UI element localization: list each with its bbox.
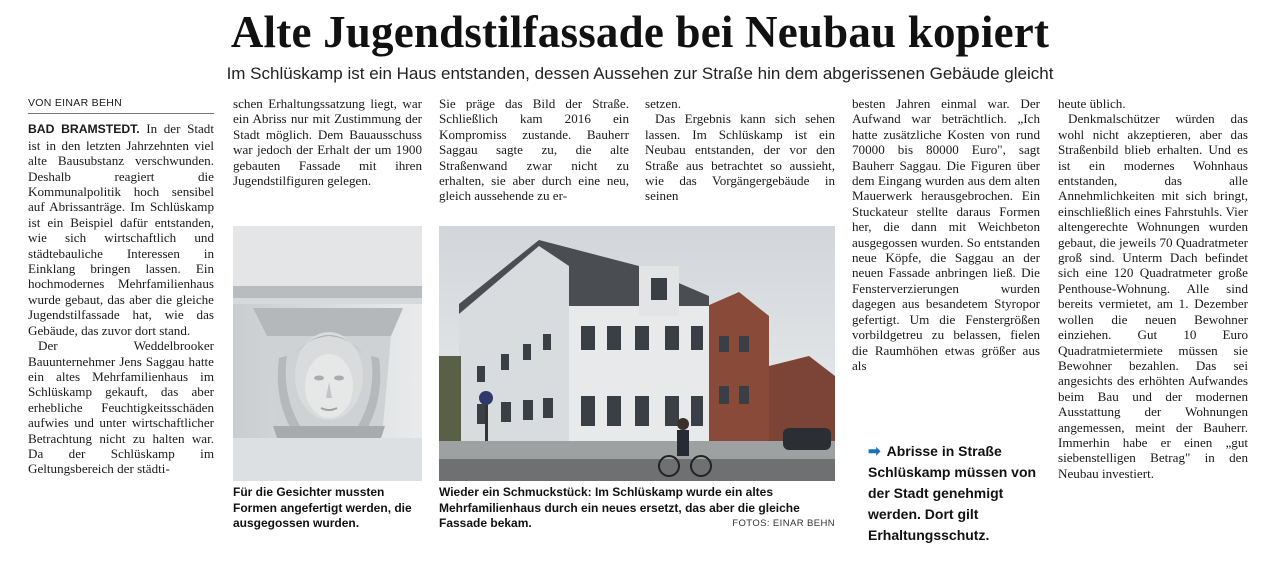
arrow-right-icon: ➡	[868, 443, 881, 460]
col3-paragraph: Sie präge das Bild der Straße. Schließlich kam 2016 ein Kompromiss zustande. Bauherr Saggau sagte zu, die alte Straßenwand zwar nicht zu erhalten, sie aber durch eine neu, gleich aussehende zu er-	[439, 96, 629, 204]
building-image	[439, 226, 835, 481]
column-6	[1058, 96, 1248, 481]
dateline: BAD BRAMSTEDT.	[28, 122, 140, 137]
col1-paragraph-1: In der Stadt ist in den letzten Jahrzehnten viel alte Bausubstanz verschwunden. Deshalb reagiert die Kommunalpolitik hoch sensibel auf Abrissanträge. Im Schlüskamp ist ein Beispiel dafür entstanden, wie sich wirtschaftlich und städtebauliche Interessen in Einklang bringen lassen. Ein hochmodernes Mehrfamilienhaus wurde gebaut, das aber die gleiche Jugendstilfassade hat, wie das Gebäude, das zuvor dort stand.	[28, 121, 214, 338]
infobox	[868, 441, 1048, 546]
col5-paragraph: besten Jahren einmal war. Der Aufwand war beträchtlich. „Ich hatte zusätzliche Kosten von rund 70000 bis 80000 Euro", sagt Bauherr Saggau. Die Figuren über dem Eingang wurden aus dem alten Mauerwerk herausgebrochen. Ein Stuckateur stellte daraus Formen her, die dann mit Weichbeton ausgegossen wurden. So entstanden neue Köpfe, die Saggau an der neuen Fassade anbringen ließ. Die Fensterverzierungen wurden dagegen aus besandetem Styropor gefertigt. Um die Fenstergrößen vorbildgetreu zu belassen, fielen die Raumhöhen etwas größer aus als	[852, 96, 1040, 373]
col6-paragraph-1: heute üblich.	[1058, 96, 1126, 111]
col1-paragraph-2: Der Weddelbrooker Bauunternehmer Jens Saggau hatte ein altes Mehrfamilienhaus im Schlüskamp gekauft, das aber erhebliche Feuchtigkeitsschäden aufwies und unter wirtschaftlicher Betrachtung nicht zu halten war. Da der Schlüskamp im Geltungsbereich der städti-	[28, 338, 214, 477]
column-5	[852, 96, 1040, 373]
col6-paragraph-2: Denkmalschützer würden das wohl nicht akzeptieren, aber das Straßenbild blieb erhalten. Und es ist ein modernes Wohnhaus entstanden, das alle Annehmlichkeiten mit sich bringt, einschließlich eines Fahrstuhls. Vier altengerechte Wohnungen wurden gebaut, die jeweils 70 Quadratmeter groß sind. Unterm Dach befindet sich eine 120 Quadratmeter große Penthouse-Wohnung. Alle sind bereits vermietet, am 1. Dezember wollen die neuen Bewohner einziehen. Gut 10 Euro Quadratmietermiete müssen sie Bewohner bezahlen. Das sei angesichts des erhöhten Aufwandes beim Bau und der modernen Ausstattung der Wohnungen angemessen, meint der Bauherr. Immerhin habe er einen „gut siebenstelligen Betrag" in den Neubau investiert.	[1058, 111, 1248, 481]
col4-paragraph-1: setzen.	[645, 96, 681, 111]
col4-paragraph-2: Das Ergebnis kann sich sehen lassen. Im Schlüskamp ist ein Neubau entstanden, der vor den Straße aus betrachtet so aussieht, wie das Vorgängergebäude in seinen	[645, 111, 835, 204]
column-2	[233, 96, 422, 188]
caption-left: Für die Gesichter mussten Formen angefertigt werden, die ausgegossen wurden.	[233, 485, 412, 530]
caption-right: Wieder ein Schmuckstück: Im Schlüskamp wurde ein altes Mehrfamilienhaus durch ein neues ersetzt, das aber die gleiche Fassade bekam.	[439, 485, 800, 530]
stucco-head-image	[233, 226, 422, 481]
headline: Alte Jugendstilfassade bei Neubau kopiert	[230, 7, 1050, 57]
column-4	[645, 96, 835, 204]
column-3	[439, 96, 629, 204]
photo-building	[439, 226, 835, 481]
subheadline: Im Schlüskamp ist ein Haus entstanden, dessen Aussehen zur Straße hin dem abgerissenen Gebäude gleicht	[226, 64, 1054, 83]
col2-paragraph: schen Erhaltungssatzung liegt, war ein Abriss nur mit Zustimmung der Stadt möglich. Dem Bauausschuss war jedoch der Erhalt der um 1900 gebauten Fassade mit ihren Jugendstilfiguren gelegen.	[233, 96, 422, 189]
byline: VON EINAR BEHN	[28, 96, 214, 114]
photo-stucco-head	[233, 226, 422, 481]
infobox-text: Abrisse in Straße Schlüskamp müssen von der Stadt genehmigt werden. Dort gilt Erhaltungsschutz.	[868, 443, 1037, 543]
column-1	[28, 96, 214, 477]
photo-credit: FOTOS: EINAR BEHN	[732, 518, 835, 529]
